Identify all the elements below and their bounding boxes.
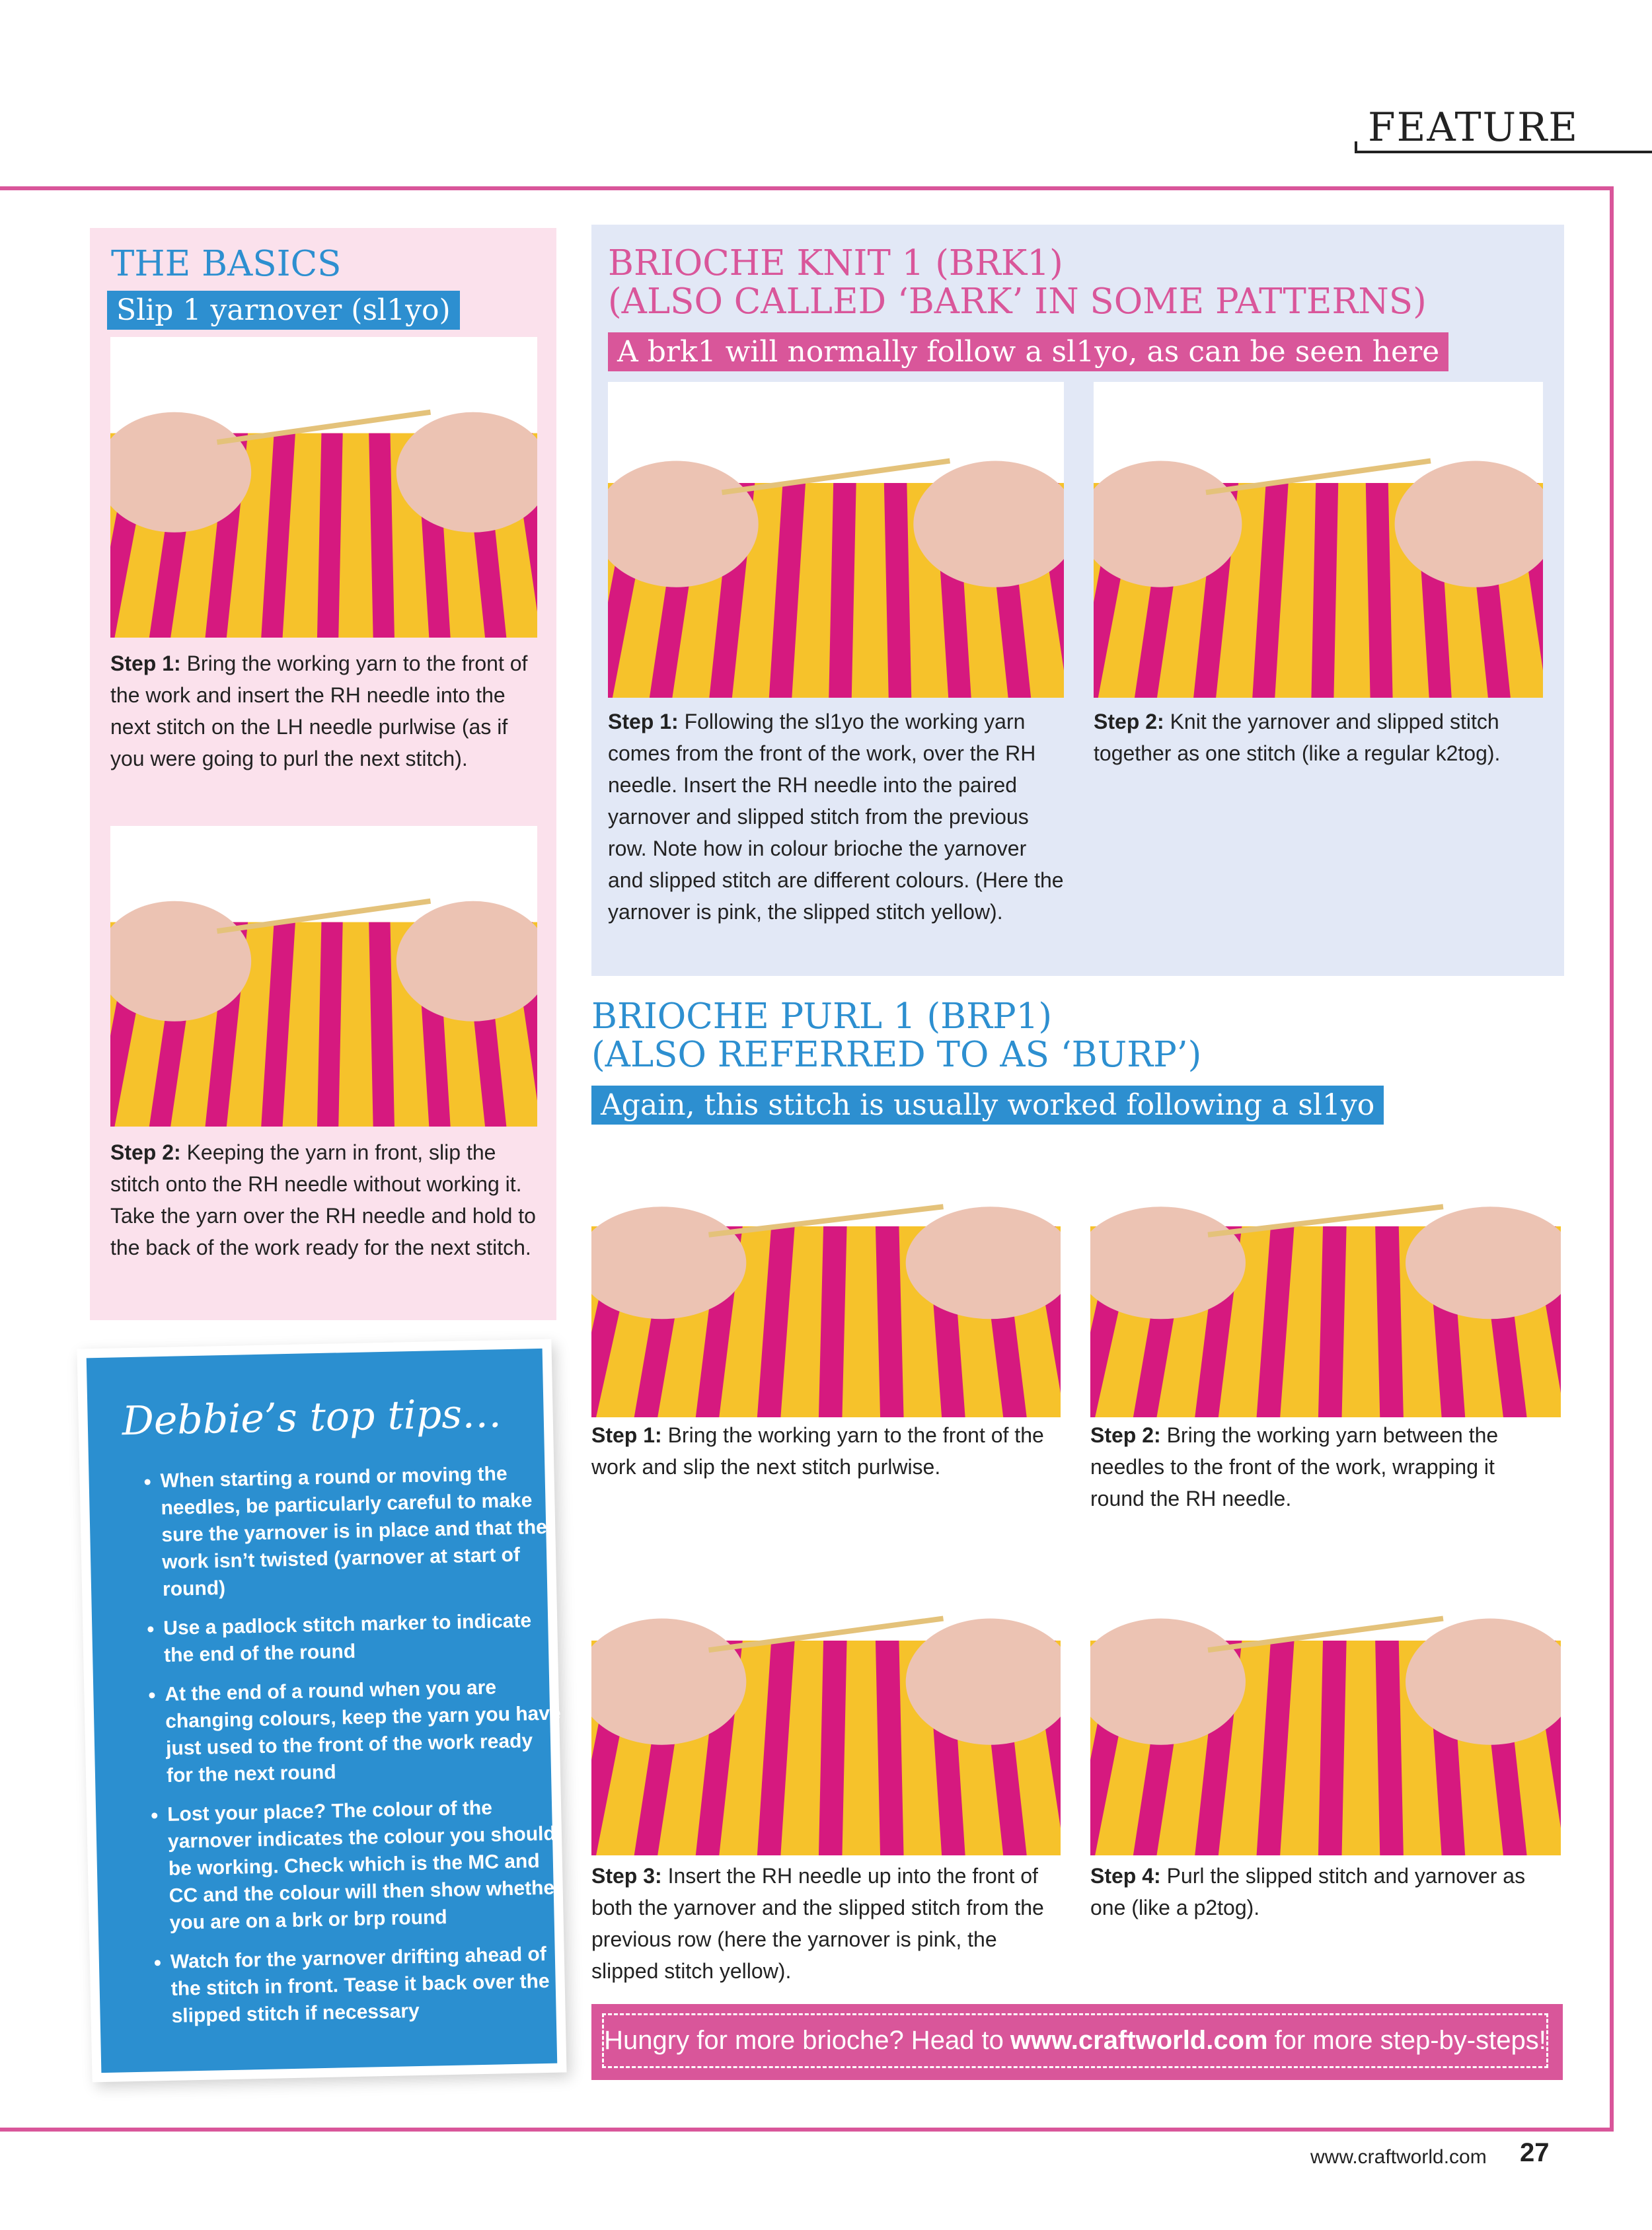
tip-item: • When starting a round or moving the needles, be particularly careful to make sure the yarnover is in place and that the work isn’t twisted (yarnover at start of round) <box>160 1459 559 1603</box>
brk-step2-caption <box>1094 706 1530 769</box>
step-text: Following the sl1yo the working yarn comes from the front of the work, over the RH needle. Insert the RH needle into the paired yarnover and slipped stitch from the previous row. Note how in colour brioche the yarnover and slipped stitch are different colours. (Here the yarnover is pink, the slipped stitch yellow). <box>608 710 1064 924</box>
step-label: Step 2: <box>1094 710 1164 733</box>
tips-title: Debbie’s top tips… <box>122 1390 502 1445</box>
tip-item: • Use a padlock stitch marker to indicate the end of the round <box>163 1606 561 1669</box>
brp-step3-photo <box>591 1540 1061 1855</box>
tip-item: • Lost your place? The colour of the yarnover indicates the colour you should be working. Check which is the MC and CC and the colour will then show whether you are on a brk or brp round <box>167 1793 566 1937</box>
step-label: Step 3: <box>591 1864 662 1888</box>
basics-step2-photo <box>110 826 537 1127</box>
brp-title-line2: (ALSO REFERRED TO AS ‘BURP’) <box>591 1035 1202 1075</box>
step-text: Bring the working yarn to the front of the work and slip the next stitch purlwise. <box>591 1423 1044 1479</box>
knitting-swatch-image <box>591 1540 1061 1855</box>
brp-step3-caption <box>591 1860 1054 1987</box>
section-label: FEATURE <box>1368 104 1579 151</box>
brk-panel <box>591 225 1564 976</box>
step-label: Step 2: <box>110 1140 181 1164</box>
brk-title-line1: BRIOCHE KNIT 1 (BRK1) <box>608 243 1063 283</box>
step-text: Bring the working yarn to the front of the work and insert the RH needle into the next stitch on the LH needle purlwise (as if you were going to purl the next stitch). <box>110 651 528 770</box>
basics-step2-caption <box>110 1136 540 1263</box>
basics-step1-photo <box>110 337 537 638</box>
promo-banner <box>591 2004 1563 2080</box>
brk-step1-caption <box>608 706 1064 928</box>
knitting-swatch-image <box>110 337 537 638</box>
brp-step1-caption <box>591 1419 1054 1483</box>
tip-item: • At the end of a round when you are changing colours, keep the yarn you have just used to the front of the work ready for the next round <box>165 1672 563 1789</box>
brp-step4-caption <box>1090 1860 1553 1923</box>
knitting-swatch-image <box>1090 1540 1561 1855</box>
promo-banner-inner <box>602 2013 1548 2068</box>
step-label: Step 4: <box>1090 1864 1161 1888</box>
brp-title-line1: BRIOCHE PURL 1 (BRP1) <box>591 996 1053 1037</box>
basics-subtitle: Slip 1 yarnover (sl1yo) <box>107 291 460 330</box>
tip-item: • Watch for the yarnover drifting ahead of the stitch in front. Tease it back over the slipped stitch if necessary <box>170 1940 568 2030</box>
step-label: Step 1: <box>608 710 679 733</box>
banner-text-before: Hungry for more brioche? Head to <box>604 2026 1004 2055</box>
brp-title <box>591 998 1201 1074</box>
frame-bottom-border <box>0 2128 1614 2132</box>
basics-title: THE BASICS <box>111 244 342 284</box>
frame-right-border <box>1610 186 1614 2132</box>
brk-title <box>608 244 1427 321</box>
brk-step1-photo <box>608 382 1064 698</box>
brp-step1-photo <box>591 1136 1061 1417</box>
step-text: Keeping the yarn in front, slip the stitch onto the RH needle without working it. Take the yarn over the RH needle and hold to the back of the work ready for the next stitch. <box>110 1140 536 1259</box>
page-number: 27 <box>1520 2138 1550 2167</box>
brk-step2-photo <box>1094 382 1543 698</box>
footer-url[interactable]: www.craftworld.com <box>1310 2146 1487 2168</box>
knitting-swatch-image <box>1090 1136 1561 1417</box>
step-text: Insert the RH needle up into the front of both the yarnover and the slipped stitch from the previous row (here the yarnover is pink, the slipped stitch yellow). <box>591 1864 1044 1983</box>
knitting-swatch-image <box>1094 382 1543 698</box>
brp-subtitle: Again, this stitch is usually worked following a sl1yo <box>591 1086 1384 1125</box>
basics-step1-caption <box>110 648 533 774</box>
step-label: Step 1: <box>110 651 181 675</box>
brp-step4-photo <box>1090 1540 1561 1855</box>
brp-step2-photo <box>1090 1136 1561 1417</box>
banner-text-after: for more step-by-steps! <box>1274 2026 1546 2055</box>
step-label: Step 2: <box>1090 1423 1161 1447</box>
knitting-swatch-image <box>591 1136 1061 1417</box>
frame-top-border <box>0 186 1614 190</box>
step-text: Knit the yarnover and slipped stitch together as one stitch (like a regular k2tog). <box>1094 710 1501 765</box>
step-label: Step 1: <box>591 1423 662 1447</box>
brp-section <box>591 994 1569 1986</box>
brk-title-line2: (ALSO CALLED ‘BARK’ IN SOME PATTERNS) <box>608 281 1427 322</box>
brk-subtitle: A brk1 will normally follow a sl1yo, as can be seen here <box>608 332 1448 371</box>
tips-list <box>128 1459 568 2042</box>
top-tips-box <box>87 1349 563 2073</box>
knitting-swatch-image <box>608 382 1064 698</box>
basics-panel <box>90 228 556 1320</box>
brp-step2-caption <box>1090 1419 1546 1514</box>
header-rule <box>1355 151 1652 153</box>
step-text: Bring the working yarn between the needles to the front of the work, wrapping it round the RH needle. <box>1090 1423 1499 1510</box>
banner-link[interactable]: www.craftworld.com <box>1010 2026 1268 2055</box>
step-text: Purl the slipped stitch and yarnover as one (like a p2tog). <box>1090 1864 1526 1919</box>
knitting-swatch-image <box>110 826 537 1127</box>
